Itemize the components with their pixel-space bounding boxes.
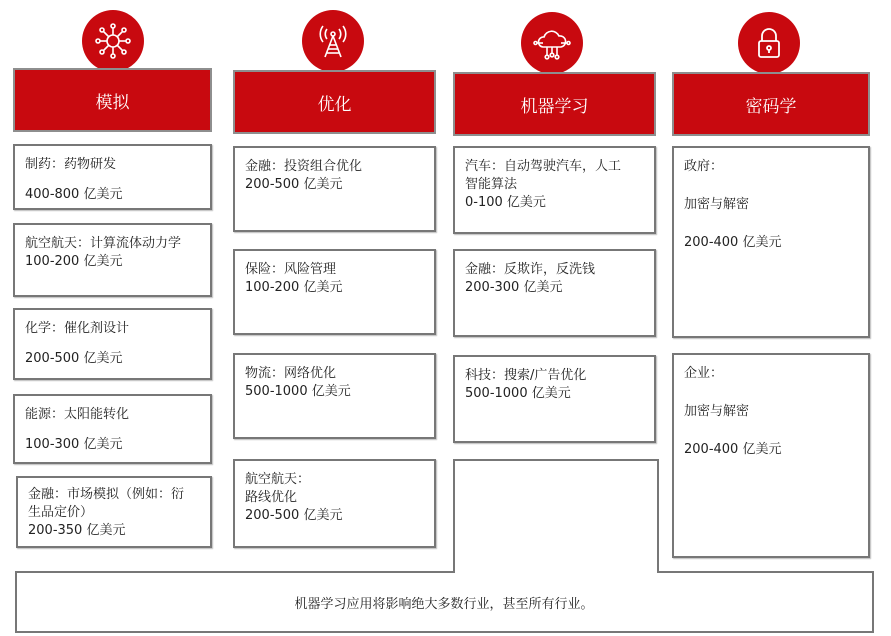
sector-label: 化学：催化剂设计	[25, 321, 130, 336]
value-label: 500-1000 亿美元	[465, 386, 571, 401]
sector-label: 企业：	[684, 366, 724, 381]
sector-label: 制药：药物研发	[25, 157, 117, 172]
value-label: 400-800 亿美元	[25, 187, 123, 202]
sector-label-line1: 汽车：自动驾驶汽车，人工	[465, 159, 622, 174]
sector-label: 金融：反欺诈，反洗钱	[465, 262, 596, 277]
sector-label-line2: 生品定价）	[28, 505, 94, 520]
sector-label-line2: 智能算法	[465, 177, 518, 192]
value-label: 0-100 亿美元	[465, 195, 546, 210]
sector-label: 政府：	[684, 159, 724, 174]
value-label: 100-200 亿美元	[25, 254, 123, 269]
header-simulation: 模拟	[13, 68, 212, 132]
detail-label: 加密与解密	[684, 404, 750, 419]
sector-label: 能源：太阳能转化	[25, 407, 130, 422]
sector-label-line1: 航空航天：	[245, 472, 311, 487]
value-label: 200-350 亿美元	[28, 523, 126, 538]
header-optimization: 优化	[233, 70, 436, 134]
sector-label: 物流：网络优化	[245, 366, 337, 381]
detail-label: 加密与解密	[684, 197, 750, 212]
sector-label: 科技：搜索/广告优化	[465, 368, 587, 383]
header-machine-learning: 机器学习	[453, 72, 656, 136]
value-label: 200-500 亿美元	[245, 508, 343, 523]
sector-label: 金融：投资组合优化	[245, 159, 363, 174]
sector-label: 航空航天：计算流体动力学	[25, 236, 182, 251]
header-cryptography: 密码学	[672, 72, 870, 136]
value-label: 200-400 亿美元	[684, 442, 782, 457]
sector-label-line1: 金融：市场模拟（例如：衍	[28, 487, 185, 502]
value-label: 200-300 亿美元	[465, 280, 563, 295]
sector-label: 保险：风险管理	[245, 262, 337, 277]
value-label: 200-500 亿美元	[25, 351, 123, 366]
value-label: 200-400 亿美元	[684, 235, 782, 250]
sector-label-line2: 路线优化	[245, 490, 298, 505]
footer-statement: 机器学习应用将影响绝大多数行业，甚至所有行业。	[294, 596, 594, 612]
value-label: 500-1000 亿美元	[245, 384, 351, 399]
value-label: 100-200 亿美元	[245, 280, 343, 295]
value-label: 200-500 亿美元	[245, 177, 343, 192]
value-label: 100-300 亿美元	[25, 437, 123, 452]
